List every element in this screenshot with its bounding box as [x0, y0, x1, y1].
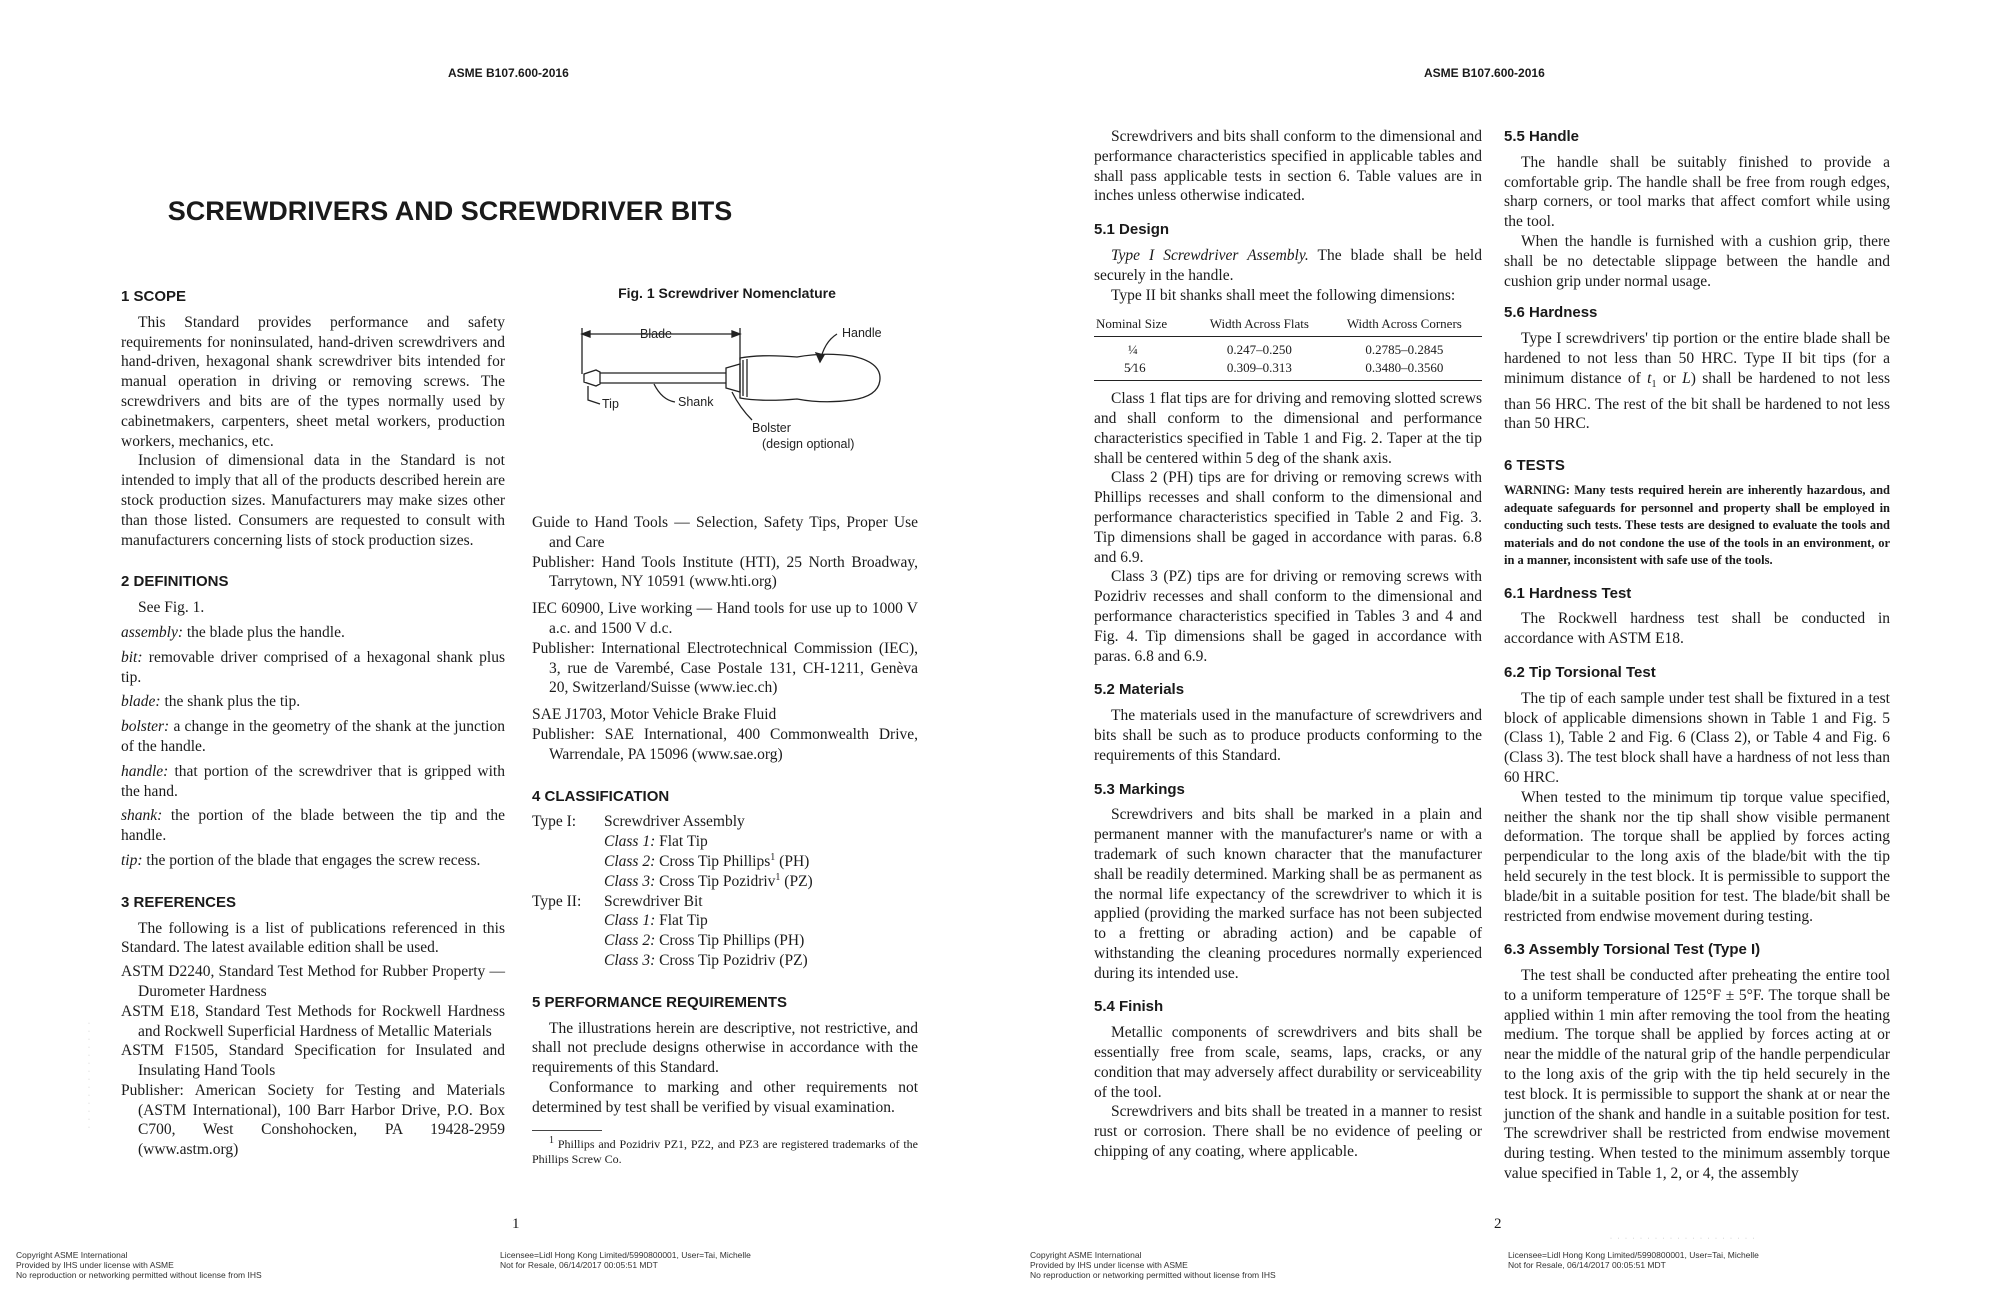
paragraph: The illustrations herein are descriptive, not restrictive, and shall not preclude designs otherwise in accordance with the requirements of this Standard. — [532, 1019, 918, 1077]
figure-label-handle: Handle — [842, 326, 882, 340]
shank-leader — [654, 384, 675, 402]
definition-item: bolster: a change in the geometry of the shank at the junction of the handle. — [121, 718, 505, 755]
paragraph: Screwdrivers and bits shall conform to the dimensional and performance characteristics specified in applicable tables and shall pass applicable tests in section 6. Table values are in inches unless otherwise indicated. — [1094, 128, 1482, 205]
handle-shape — [740, 354, 880, 402]
paragraph: See Fig. 1. — [138, 599, 205, 617]
section-tip-torsional-heading: 6.2 Tip Torsional Test — [1504, 663, 1656, 681]
reference-item: IEC 60900, Live working — Hand tools for use up to 1000 V a.c. and 1500 V d.c. — [532, 600, 918, 637]
section-finish-heading: 5.4 Finish — [1094, 998, 1164, 1016]
page1-right-column — [532, 513, 918, 1167]
paragraph: The handle shall be suitably finished to provide a comfortable grip. The handle shall be free from rough edges, sharp corners, or tool marks that affect comfort while using the tool. — [1504, 153, 1890, 231]
paragraph: When the handle is furnished with a cushion grip, there shall be no detectable slippage between the handle and cushion grip under normal usage. — [1504, 232, 1890, 290]
paragraph: Inclusion of dimensional data in the Standard is not intended to imply that all of the products described herein are stock production sizes. Manufacturers may make sizes other than those listed. Consumers are requested to consult with manufacturers concerning lists of stock production sizes. — [121, 452, 505, 549]
paragraph: Class 3 (PZ) tips are for driving or removing screws with Pozidriv recesses and shall conform to the dimensional and performance characteristics specified in Tables 3 and 4 and Fig. 4. Tip dimensions shall be gaged in accordance with paras. 6.8 and 6.9. — [1094, 568, 1482, 665]
section-references-heading: 3 REFERENCES — [121, 893, 237, 911]
table-header: Width Across Flats — [1192, 313, 1327, 336]
footnote: $^1$ Phillips and Pozidriv PZ1, PZ2, and PZ3 are registered trademarks of the Phillips Screw Co. — [532, 1134, 918, 1166]
paragraph: The materials used in the manufacture of screwdrivers and bits shall be such as to produce products conforming to the requirements of this Standard. — [1094, 707, 1482, 764]
reference-item: ASTM F1505, Standard Specification for Insulated and Insulating Hand Tools — [121, 1042, 505, 1080]
bolster-leader — [732, 392, 752, 420]
definition-item: assembly: the blade plus the handle. — [121, 623, 345, 641]
page2-right-column — [1504, 127, 1890, 1184]
paragraph: The following is a list of publications referenced in this Standard. The latest available edition shall be used. — [121, 919, 505, 957]
document-title: SCREWDRIVERS AND SCREWDRIVER BITS — [167, 196, 733, 226]
reference-item: Guide to Hand Tools — Selection, Safety Tips, Proper Use and Care — [532, 514, 918, 551]
page2-left-column — [1094, 127, 1482, 1162]
section-hardness-heading: 5.6 Hardness — [1504, 304, 1598, 322]
paragraph: Screwdrivers and bits shall be treated in a manner to resist rust or corrosion. There shall be no evidence of peeling or chipping of any coating, where applicable. — [1094, 1103, 1482, 1161]
paragraph: Type II bit shanks shall meet the following dimensions: — [1111, 286, 1456, 304]
definition-item: handle: that portion of the screwdriver that is gripped with the hand. — [121, 762, 505, 800]
bit-shank-dimensions-table — [1094, 313, 1482, 381]
classification-list: Type I: Screwdriver Assembly Class 1: Flat Tip Class 2: Cross Tip Phillips$^1$ (PH) Class 3: Cross Tip Pozidriv$^1$ (PZ) Type II: Screwdriver Bit Class 1: Flat Tip Class 2: Cross Tip Phillips (PH) Class 3: Cross Tip Pozidriv (PZ) — [532, 813, 813, 969]
tip-leader — [588, 386, 600, 404]
paragraph: The tip of each sample under test shall be fixtured in a test block of applicable dimensions shown in Table 1 and Fig. 5 (Class 1), Table 2 and Fig. 6 (Class 2), or Table 4 and Fig. 6 (Class 3). The test block shall have a hardness of not less than 60 HRC. — [1504, 689, 1890, 786]
footer-copyright: Copyright ASME International Provided by IHS under license with ASME No reproduction or networking permitted without license from IHS — [16, 1250, 262, 1280]
table-row: ¼ 0.247–0.250 0.2785–0.2845 — [1128, 342, 1444, 358]
reference-item: Publisher: International Electrotechnical Commission (IEC), 3, rue de Varembé, Case Postale 131, CH-1211, Genèva 20, Switzerland/Suisse (www.iec.ch) — [532, 639, 918, 697]
paragraph: This Standard provides performance and safety requirements for noninsulated, hand-driven screwdrivers and hand-driven, hexagonal shank screwdriver bits intended for manual operation in driving or removing screws. The screwdrivers and bits are of the types normally used by cabinetmakers, carpenters, sheet metal workers, production workers, mechanics, etc. — [121, 313, 505, 450]
paragraph: Screwdrivers and bits shall be marked in a plain and permanent manner with the manufacturer's name or with a trademark of such known character that the manufacturer shall be readily determined. Marking shall be as permanent as the normal life expectancy of the screwdriver to which it is applied (providing the marked surface has not been subjected to a fretting or abrading action) and be capable of withstanding the cleaning procedures normally experienced during its intended use. — [1094, 806, 1482, 982]
section-performance-heading: 5 PERFORMANCE REQUIREMENTS — [532, 993, 788, 1011]
tip-shape — [584, 370, 600, 386]
reference-item: Publisher: American Society for Testing and Materials (ASTM International), 100 Barr Harbor Drive, P.O. Box C700, West Conshohocken, PA 19428-2959 (www.astm.org) — [121, 1081, 505, 1159]
paragraph: When tested to the minimum tip torque value specified, neither the shank nor the tip shall show visible permanent deformation. The torque shall be applied by forces acting perpendicular to the long axis of the blade/bit with the tip held securely in the test block. It is permissible to support the blade/bit in a suitable position for test. The blade/bit shall be restricted from endwise movement during testing. — [1504, 788, 1890, 925]
scan-artifact: · · · · · · · · · · · · · · · · · · · · — [1610, 1236, 1757, 1242]
running-header: ASME B107.600-2016 — [1424, 66, 1545, 80]
reference-item: SAE J1703, Motor Vehicle Brake Fluid — [532, 706, 777, 724]
table-header: Width Across Corners — [1327, 313, 1482, 336]
paragraph: The test shall be conducted after preheating the entire tool to a uniform temperature of 125°F ± 5°F. The torque shall be applied within 1 min after removing the tool from the heating medium. The torque shall be applied by forces acting at or near the middle of the natural grip of the handle perpendicular to the long axis of the grip with the tip held securely in the test block. It is permissible to support the shank at or near the junction of the shank and handle in a suitable position for test. The screwdriver shall be restricted from endwise movement during testing. When tested to the minimum assembly torque value specified in Table 1, 2, or 4, the assembly — [1504, 967, 1890, 1183]
paragraph: Class 1 flat tips are for driving and removing slotted screws and shall conform to the dimensional and performance characteristics specified in Table 1 and Fig. 2. Taper at the tip shall be centered within 5 deg of the shank axis. — [1094, 390, 1482, 467]
section-assembly-torsional-heading: 6.3 Assembly Torsional Test (Type I) — [1504, 941, 1761, 959]
figure-label-bolster-note: (design optional) — [762, 437, 855, 451]
reference-item: Publisher: Hand Tools Institute (HTI), 25 North Broadway, Tarrytown, NY 10591 (www.hti.org) — [532, 553, 918, 591]
section-definitions-heading: 2 DEFINITIONS — [121, 573, 229, 591]
paragraph: Conformance to marking and other requirements not determined by test shall be verified by visual examination. — [532, 1078, 918, 1116]
page-number: 2 — [1494, 1216, 1502, 1232]
figure-label-bolster: Bolster — [752, 421, 791, 435]
page-number: 1 — [512, 1216, 520, 1232]
reference-item: ASTM E18, Standard Test Methods for Rockwell Hardness and Rockwell Superficial Hardness of Metallic Materials — [121, 1002, 505, 1040]
reference-item: Publisher: SAE International, 400 Commonwealth Drive, Warrendale, PA 15096 (www.sae.org) — [532, 725, 918, 763]
section-hardness-test-heading: 6.1 Hardness Test — [1504, 584, 1632, 602]
table-row: 5⁄16 0.309–0.313 0.3480–0.3560 — [1094, 359, 1482, 381]
footer-license: Licensee=Lidl Hong Kong Limited/5990800001, User=Tai, Michelle Not for Resale, 06/14/2017 00:05:51 MDT — [500, 1250, 751, 1270]
section-tests-heading: 6 TESTS — [1504, 457, 1565, 475]
screwdriver-figure — [562, 312, 892, 472]
paragraph: Type I screwdrivers' tip portion or the entire blade shall be hardened to not less than 50 HRC. Type II bit tips (for a minimum distance of $t_1$ or L) shall be hardened to not less than 56 HRC. The rest of the bit shall be hardened to not less than 50 HRC. — [1504, 330, 1890, 433]
figure-label-blade: Blade — [640, 327, 672, 341]
scan-artifact: · · · · · · · · · · · · · · — [88, 1021, 92, 1131]
section-classification-heading: 4 CLASSIFICATION — [532, 787, 670, 805]
running-header: ASME B107.600-2016 — [448, 66, 569, 80]
reference-item: ASTM D2240, Standard Test Method for Rubber Property — Durometer Hardness — [121, 963, 505, 1000]
section-scope-heading: 1 SCOPE — [121, 288, 187, 305]
paragraph: Type I Screwdriver Assembly. The blade shall be held securely in the handle. — [1094, 246, 1482, 284]
paragraph: Metallic components of screwdrivers and bits shall be essentially free from scale, seams, laps, cracks, or any condition that may adversely affect durability or serviceability of the tool. — [1094, 1024, 1482, 1101]
footer-copyright: Copyright ASME International Provided by IHS under license with ASME No reproduction or networking permitted without license from IHS — [1030, 1250, 1276, 1280]
section-markings-heading: 5.3 Markings — [1094, 780, 1185, 798]
section-handle-heading: 5.5 Handle — [1504, 128, 1580, 145]
page-2 — [1000, 0, 2000, 1294]
section-materials-heading: 5.2 Materials — [1094, 681, 1185, 699]
section-design-heading: 5.1 Design — [1094, 221, 1170, 239]
figure-label-shank: Shank — [678, 395, 714, 409]
bolster-shape — [726, 364, 740, 392]
footer-license: Licensee=Lidl Hong Kong Limited/5990800001, User=Tai, Michelle Not for Resale, 06/14/2017 00:05:51 MDT — [1508, 1250, 1759, 1270]
table-header: Nominal Size — [1094, 313, 1192, 336]
definition-item: shank: the portion of the blade between the tip and the handle. — [121, 807, 505, 845]
paragraph: The Rockwell hardness test shall be conducted in accordance with ASTM E18. — [1504, 610, 1890, 648]
definition-item: tip: the portion of the blade that engages the screw recess. — [121, 851, 481, 869]
figure-caption: Fig. 1 Screwdriver Nomenclature — [618, 285, 836, 301]
figure-label-tip: Tip — [602, 397, 619, 411]
warning-notice: WARNING: Many tests required herein are inherently hazardous, and adequate safeguards for personnel and property shall be employed in conducting such tests. These tests are designed to evaluate the tools and materials and do not condone the use of the tools in an environment, or in a manner, inconsistent with safe use of the tools. — [1504, 483, 1890, 568]
definition-item: blade: the shank plus the tip. — [121, 693, 301, 711]
definition-item: bit: removable driver comprised of a hexagonal shank plus tip. — [121, 648, 505, 686]
paragraph: Class 2 (PH) tips are for driving or removing screws with Phillips recesses and shall conform to the dimensional and performance characteristics specified in Table 2 and Fig. 3. Tip dimensions shall be gaged in accordance with paras. 6.8 and 6.9. — [1094, 469, 1482, 566]
page1-left-column — [121, 287, 505, 1160]
